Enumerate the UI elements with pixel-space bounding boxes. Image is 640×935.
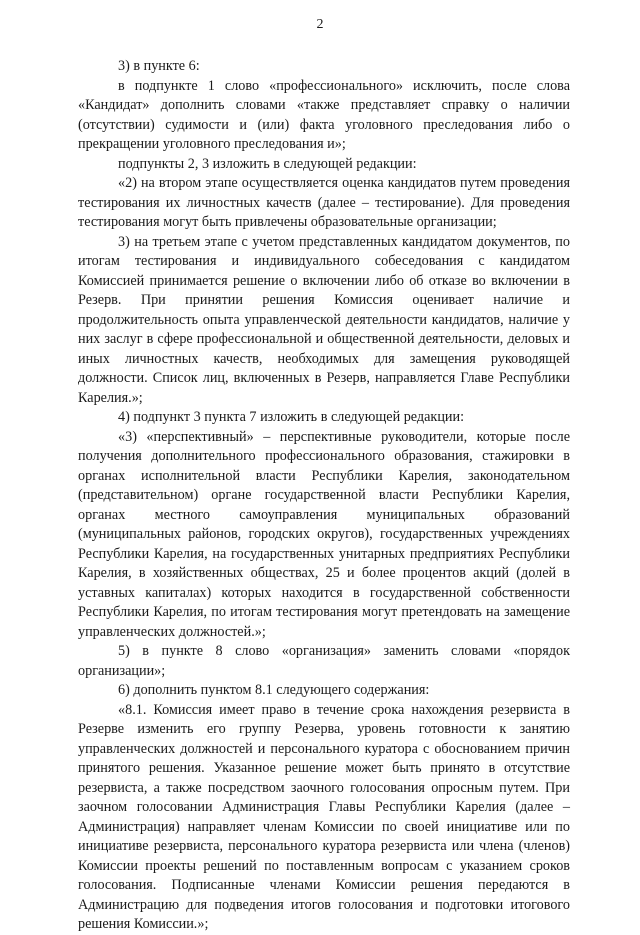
document-body: [78, 57, 570, 935]
paragraph-item-8-1: «8.1. Комиссия имеет право в течение срока нахождения резервиста в Резерве изменить его группу Резерва, уровень готовности к занятию управленческих должностей и персонального куратора с обоснованием причин принятого решения. Указанное решение может быть принято в отсутствие резервиста, а также посредством заочного голосования опросным путем. При заочном голосовании Администрация Главы Республики Карелия (далее – Администрация) направляет членам Комиссии по своей инициативе или по инициативе резервиста, персонального куратора резервиста или члена (членов) Комиссии проекты решений по поставленным вопросам с указанием сроков голосования. Подписанные членами Комиссии решения передаются в Администрацию для подведения итогов голосования и подготовки итогового решения Комиссии.»;: [78, 701, 570, 932]
paragraph-item-3: 3) в пункте 6:: [118, 58, 200, 74]
paragraph-subitem-1: в подпункте 1 слово «профессионального» исключить, после слова «Кандидат» дополнить словами «также представляет справку о наличии (отсутствии) судимости и (или) факта уголовного преследования либо о прекращении уголовного преследования и»;: [78, 77, 570, 152]
paragraph-item-5: 5) в пункте 8 слово «организация» заменить словами «порядок организации»;: [78, 643, 570, 679]
paragraph-perspective-definition: «3) «перспективный» – перспективные руководители, которые после получения дополнительного профессионального образования, стажировки в органах исполнительной власти Республики Карелия, законодательном (представительном) органе государственной власти Республики Карелия, органах местного самоуправления муниципальных образований (муниципальных районов, городских округов), государственных учреждениях Республики Карелия, на государственных унитарных предприятиях Республики Карелия, в хозяйственных обществах, 25 и более процентов акций (долей в уставных капиталах) которых находится в государственной собственности Республики Карелия, по итогам тестирования могут претендовать на замещение управленческих должностей.»;: [78, 428, 570, 640]
paragraph-stage-2: «2) на втором этапе осуществляется оценка кандидатов путем проведения тестирования их личностных качеств (далее – тестирование). Для проведения тестирования могут быть привлечены образовательные организации;: [78, 175, 570, 230]
page-number: 2: [316, 17, 324, 32]
paragraph-subitems-2-3: подпункты 2, 3 изложить в следующей редакции:: [118, 155, 417, 172]
paragraph-stage-3: 3) на третьем этапе с учетом представленных кандидатом документов, по итогам тестирования и индивидуального собеседования с кандидатом Комиссией принимается решение о включении либо об отказе во включении в Резерв. При принятии решения Комиссия оценивает наличие и продолжительность опыта управленческой деятельности кандидатов, наличие у них заслуг в сфере профессиональной и общественной деятельности, деловых и иных личностных качеств, необходимых для замещения руководящей должности. Список лиц, включенных в Резерв, направляется Главе Республики Карелия.»;: [78, 233, 570, 406]
paragraph-item-6: 6) дополнить пунктом 8.1 следующего содержания:: [118, 682, 430, 698]
paragraph-item-4: 4) подпункт 3 пункта 7 изложить в следующей редакции:: [118, 409, 465, 425]
